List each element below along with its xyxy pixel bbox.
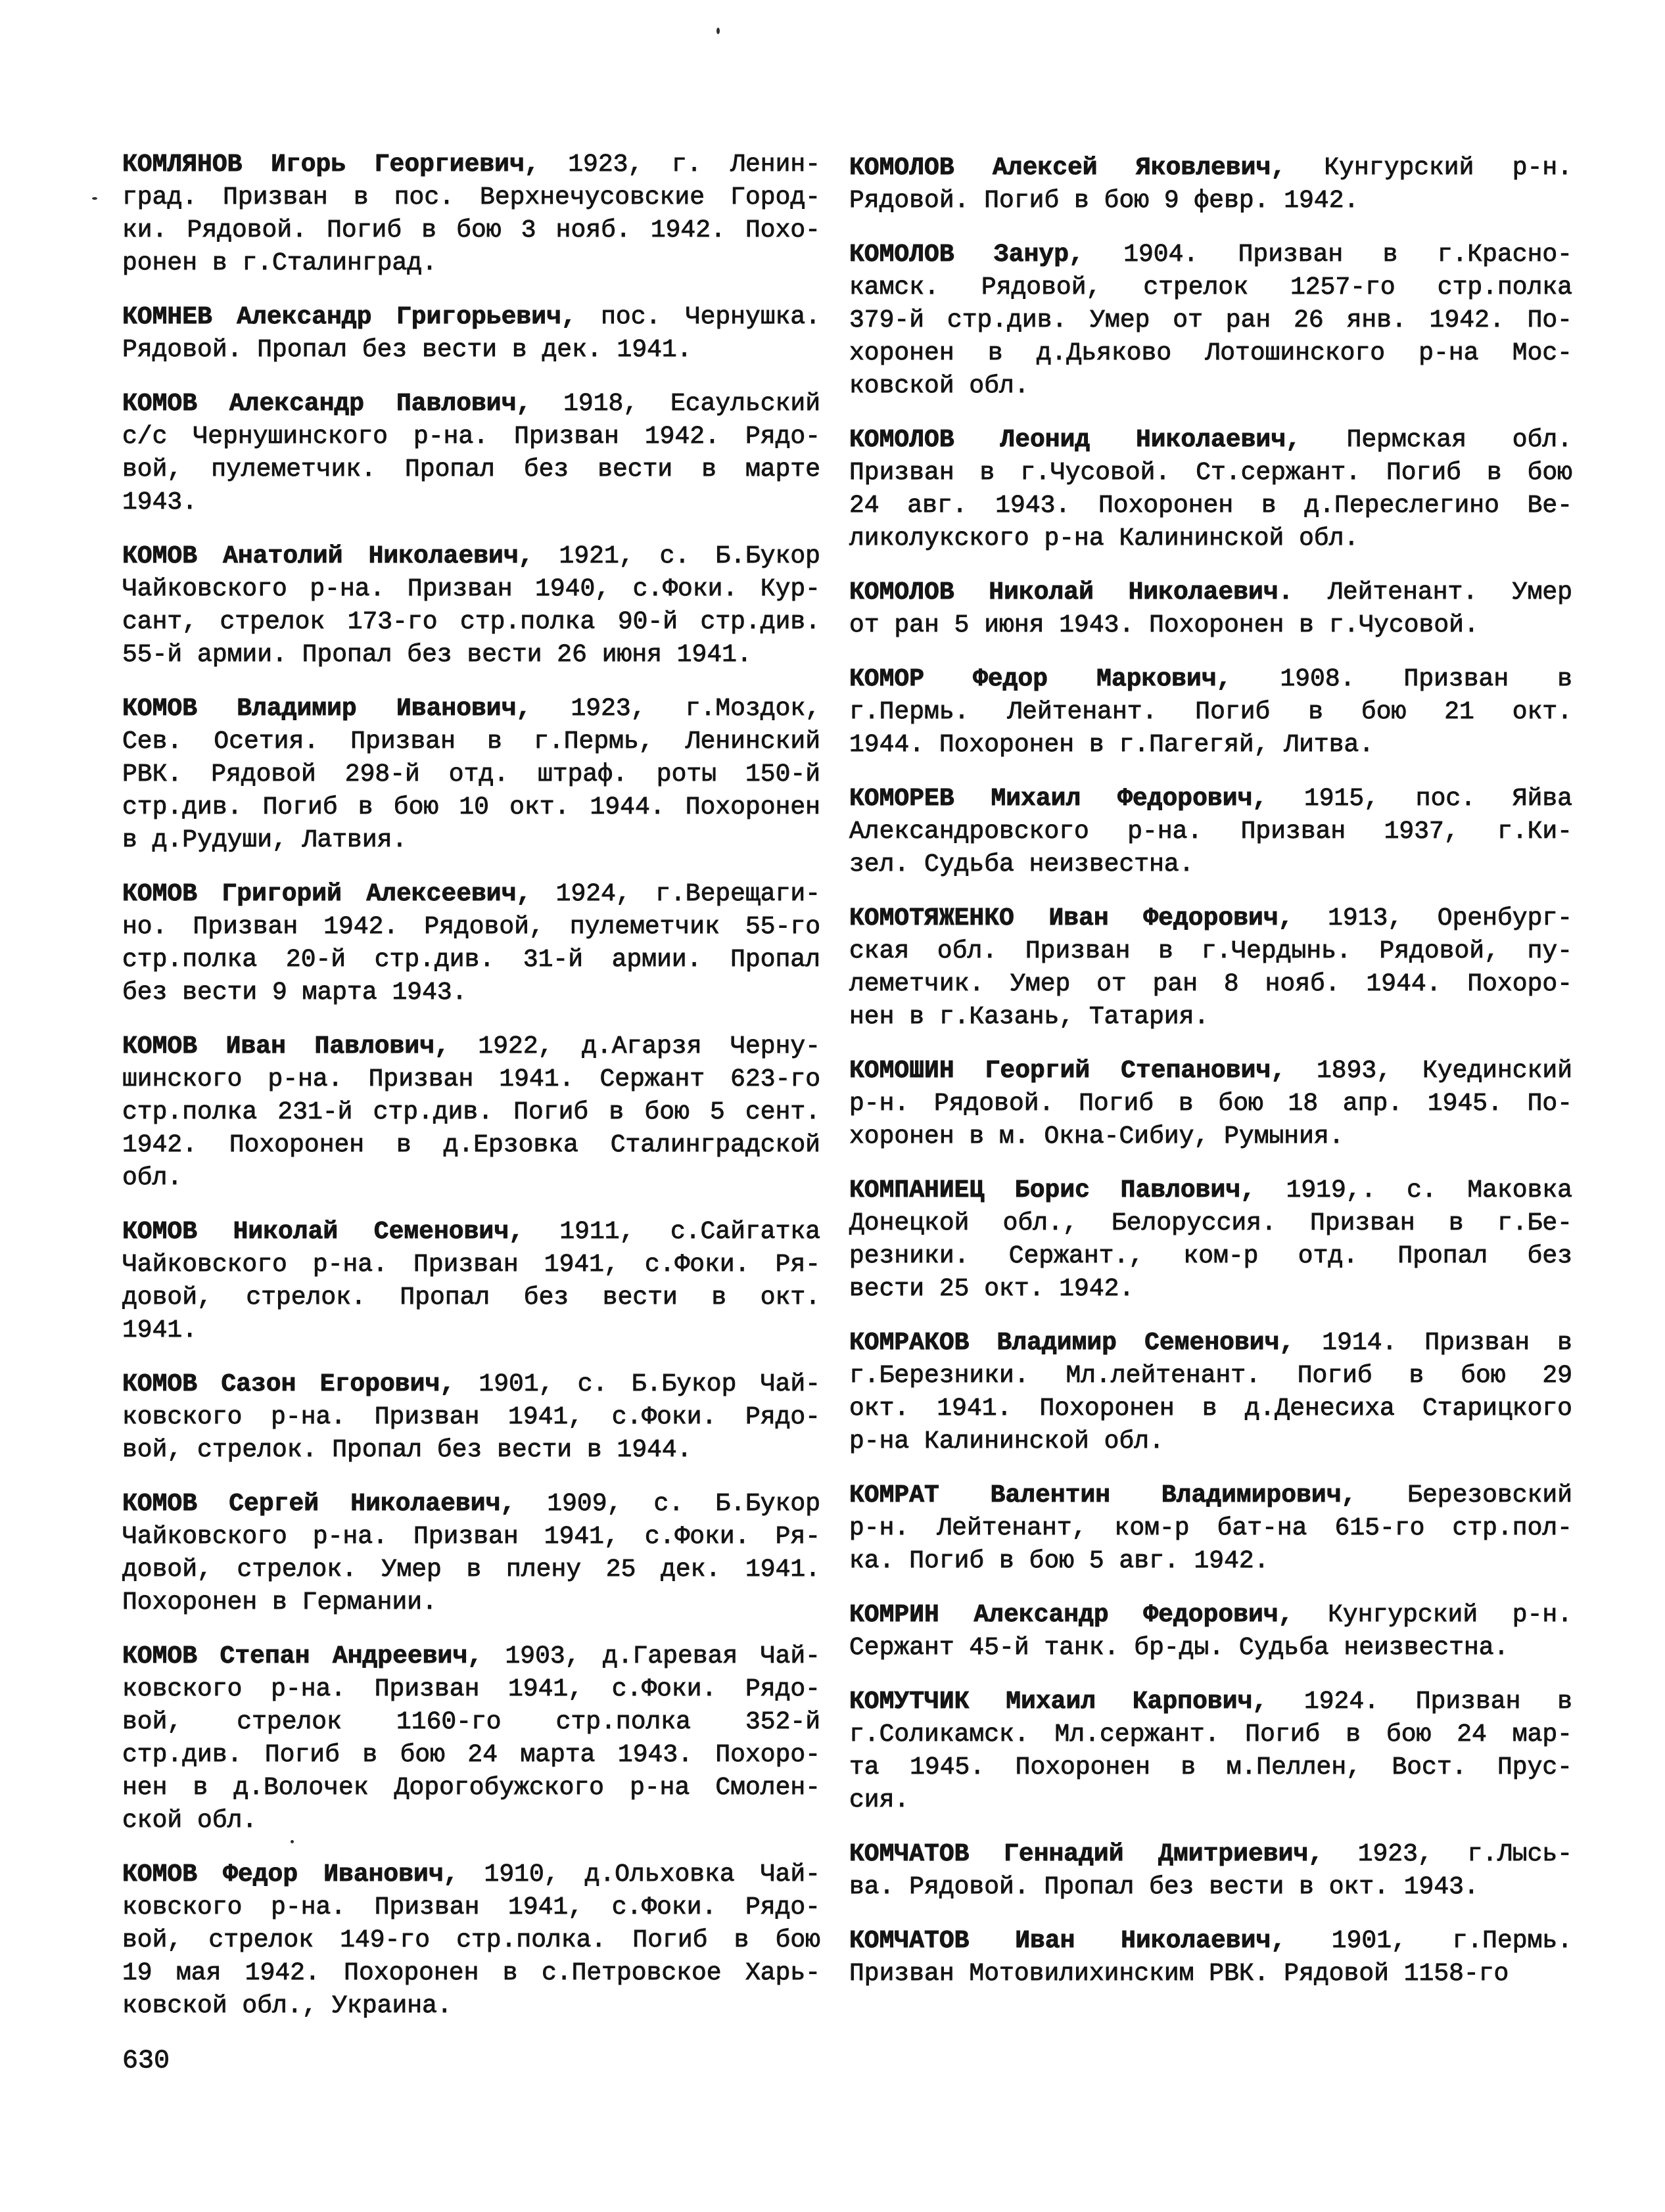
entry-line: ковского р-на. Призван 1941, с.Фоки. Рядо-: [122, 1893, 820, 1922]
entry-line: камск. Рядовой, стрелок 1257-го стр.полка: [849, 273, 1572, 302]
entry-line: Похоронен в Германии.: [122, 1588, 437, 1617]
entry-line: р-на Калининской обл.: [849, 1427, 1164, 1456]
entry-line: КОМЧАТОВ Иван Николаевич, 1901, г.Пермь.: [849, 1927, 1572, 1955]
entry-line: 1942. Похоронен в д.Ерзовка Сталинградской: [122, 1131, 820, 1159]
entry-line: КОМОР Федор Маркович, 1908. Призван в: [849, 665, 1572, 693]
entry-line: 1944. Похоронен в г.Пагегяй, Литва.: [849, 731, 1374, 759]
person-name: КОМОВ Сазон Егорович,: [122, 1370, 456, 1398]
entry-line: стр.див. Погиб в бою 10 окт. 1944. Похоронен: [122, 793, 820, 821]
entry-line: г.Березники. Мл.лейтенант. Погиб в бою 29: [849, 1362, 1572, 1390]
scan-speck: [716, 28, 720, 34]
entry-line: Чайковского р-на. Призван 1940, с.Фоки. Кур-: [122, 575, 820, 603]
memorial-entry: [849, 1838, 1572, 1904]
scan-speck: [291, 1840, 294, 1843]
person-name: КОМЛЯНОВ Игорь Георгиевич,: [122, 150, 540, 179]
person-name: КОМОВ Иван Павлович,: [122, 1032, 450, 1061]
entry-line: с/с Чернушинского р-на. Призван 1942. Рядо-: [122, 423, 820, 451]
entry-line: ской обл.: [122, 1807, 258, 1835]
entry-line: КОМОЛОВ Алексей Яковлевич, Кунгурский р-н.: [849, 154, 1572, 182]
entry-line: от ран 5 июня 1943. Похоронен в г.Чусовой.: [849, 611, 1479, 639]
memorial-entry: [122, 878, 820, 1009]
memorial-entry: [122, 1488, 820, 1619]
entry-line: Рядовой. Погиб в бою 9 февр. 1942.: [849, 187, 1359, 215]
person-name: КОМРАТ Валентин Владимирович,: [849, 1481, 1357, 1509]
memorial-entry: [122, 540, 820, 672]
entry-line: ковской обл., Украина.: [122, 1992, 452, 2020]
memorial-entry: [849, 1686, 1572, 1817]
entry-line: Рядовой. Пропал без вести в дек. 1941.: [122, 336, 692, 364]
person-name: КОМЧАТОВ Иван Николаевич,: [849, 1927, 1286, 1955]
person-name: КОМОВ Степан Андреевич,: [122, 1642, 482, 1671]
entry-line: КОМРИН Александр Федорович, Кунгурский р-н.: [849, 1601, 1572, 1629]
person-name: КОМОВ Анатолий Николаевич,: [122, 542, 534, 570]
entry-line: Сержант 45-й танк. бр-ды. Судьба неизвестна.: [849, 1634, 1509, 1662]
memorial-entry: [122, 1858, 820, 2023]
entry-line: ронен в г.Сталинград.: [122, 249, 437, 277]
entry-line: хоронен в д.Дьяково Лотошинского р-на Мос-: [849, 339, 1572, 367]
entry-line: р-н. Рядовой. Погиб в бою 18 апр. 1945. По-: [849, 1090, 1572, 1118]
entry-line: КОМОВ Владимир Иванович, 1923, г.Моздок,: [122, 695, 820, 723]
entry-line: 1941.: [122, 1316, 198, 1345]
entry-line: нен в г.Казань, Татария.: [849, 1003, 1209, 1031]
entry-line: КОМУТЧИК Михаил Карпович, 1924. Призван в: [849, 1688, 1573, 1716]
entry-line: КОМОВ Степан Андреевич, 1903, д.Гаревая Чай-: [122, 1642, 820, 1671]
entry-line: обл.: [122, 1164, 183, 1192]
entry-line: г.Соликамск. Мл.сержант. Погиб в бою 24 мар-: [849, 1720, 1572, 1749]
entry-line: КОМОВ Николай Семенович, 1911, с.Сайгатка: [122, 1218, 820, 1246]
memorial-entry: [849, 576, 1572, 642]
entry-line: ликолукского р-на Калининской обл.: [849, 524, 1359, 553]
person-name: КОМРАКОВ Владимир Семенович,: [849, 1329, 1295, 1357]
person-name: КОМРИН Александр Федорович,: [849, 1601, 1294, 1629]
entry-line: 24 авг. 1943. Похоронен в д.Переслегино Ве-: [849, 492, 1572, 520]
entry-line: КОМОВ Иван Павлович, 1922, д.Агарзя Черну-: [122, 1032, 821, 1061]
entry-line: ковского р-на. Призван 1941, с.Фоки. Рядо-: [122, 1403, 820, 1431]
entry-line: КОМНЕВ Александр Григорьевич, пос. Чернушка.: [122, 303, 820, 331]
entry-line: КОМОВ Сергей Николаевич, 1909, с. Б.Букор: [122, 1490, 820, 1518]
entry-line: Александровского р-на. Призван 1937, г.Ки-: [849, 818, 1572, 846]
entry-line: Чайковского р-на. Призван 1941, с.Фоки. Ря-: [122, 1523, 820, 1551]
memorial-entry: [849, 663, 1572, 762]
entry-line: нен в д.Волочек Дорогобужского р-на Смолен-: [122, 1774, 820, 1802]
entry-line: стр.див. Погиб в бою 24 марта 1943. Похоро-: [122, 1741, 820, 1769]
memorial-entry: [849, 902, 1572, 1034]
entry-line: КОМОЛОВ Николай Николаевич. Лейтенант. Умер: [849, 578, 1572, 607]
memorial-entry: [849, 783, 1572, 881]
person-name: КОМОВ Николай Семенович,: [122, 1218, 524, 1246]
entry-line: ковского р-на. Призван 1941, с.Фоки. Рядо-: [122, 1675, 820, 1703]
entry-line: КОМПАНИЕЦ Борис Павлович, 1919,. с. Маковка: [849, 1176, 1573, 1205]
memorial-entry: [122, 301, 820, 367]
person-name: КОМОЛОВ Николай Николаевич.: [849, 578, 1294, 607]
entry-line: хоронен в м. Окна-Сибиу, Румыния.: [849, 1122, 1344, 1151]
entry-line: вой, стрелок 149-го стр.полка. Погиб в бою: [122, 1926, 820, 1954]
memorial-entry: [849, 1925, 1572, 1991]
entry-line: КОМРАКОВ Владимир Семенович, 1914. Призван в: [849, 1329, 1572, 1357]
entry-line: леметчик. Умер от ран 8 нояб. 1944. Похоро-: [849, 970, 1572, 998]
entry-line: Призван Мотовилихинским РВК. Рядовой 1158-го: [849, 1960, 1509, 1988]
person-name: КОМОВ Владимир Иванович,: [122, 695, 532, 723]
entry-line: вести 25 окт. 1942.: [849, 1275, 1135, 1303]
memorial-entry: [122, 149, 820, 280]
memorial-entry: [122, 1216, 820, 1347]
entry-line: КОМОВ Григорий Алексеевич, 1924, г.Верещаги-: [122, 880, 820, 908]
entry-line: РВК. Рядовой 298-й отд. штраф. роты 150-й: [122, 760, 820, 789]
entry-line: но. Призван 1942. Рядовой, пулеметчик 55-го: [122, 913, 820, 941]
memorial-entry: [122, 1368, 820, 1467]
person-name: КОМУТЧИК Михаил Карпович,: [849, 1688, 1268, 1716]
entry-line: Сев. Осетия. Призван в г.Пермь, Ленинский: [122, 727, 820, 756]
entry-line: та 1945. Похоронен в м.Пеллен, Вост. Прус-: [849, 1753, 1572, 1782]
entry-line: стр.полка 231-й стр.див. Погиб в бою 5 сент.: [122, 1098, 820, 1126]
person-name: КОМОЛОВ Алексей Яковлевич,: [849, 154, 1286, 182]
memorial-entry: [849, 1479, 1572, 1578]
memorial-entry: [122, 1030, 820, 1195]
entry-line: 1943.: [122, 488, 198, 517]
memorial-entry: [849, 424, 1572, 555]
entry-line: вой, стрелок 1160-го стр.полка 352-й: [122, 1708, 820, 1736]
person-name: КОМОРЕВ Михаил Федорович,: [849, 785, 1268, 813]
person-name: КОМОВ Сергей Николаевич,: [122, 1490, 516, 1518]
person-name: КОМОШИН Георгий Степанович,: [849, 1057, 1286, 1085]
person-name: КОМЧАТОВ Геннадий Дмитриевич,: [849, 1840, 1324, 1868]
scan-speck: [92, 197, 97, 200]
entry-line: вой, стрелок. Пропал без вести в 1944.: [122, 1436, 692, 1464]
memorial-entry: [849, 152, 1572, 218]
entry-line: 55-й армии. Пропал без вести 26 июня 1941.: [122, 641, 752, 669]
memorial-entry: [849, 1599, 1572, 1665]
entry-line: вой, пулеметчик. Пропал без вести в марте: [122, 455, 820, 484]
memorial-entry: [849, 1174, 1572, 1306]
entry-line: Чайковского р-на. Призван 1941, с.Фоки. Ря-: [122, 1251, 820, 1279]
entry-line: КОМЧАТОВ Геннадий Дмитриевич, 1923, г.Лысь-: [849, 1840, 1572, 1868]
person-name: КОМОЛОВ Леонид Николаевич,: [849, 426, 1301, 454]
memorial-entry: [122, 693, 820, 857]
entry-line: ская обл. Призван в г.Чердынь. Рядовой, пу-: [849, 937, 1572, 965]
entry-line: КОМОЛОВ Леонид Николаевич, Пермская обл.: [849, 426, 1572, 454]
entry-line: град. Призван в пос. Верхнечусовские Город-: [122, 183, 820, 212]
person-name: КОМОВ Григорий Алексеевич,: [122, 880, 532, 908]
entry-line: стр.полка 20-й стр.див. 31-й армии. Пропал: [122, 946, 820, 974]
entry-line: ки. Рядовой. Погиб в бою 3 нояб. 1942. Похо-: [122, 216, 820, 244]
entry-line: КОМОРЕВ Михаил Федорович, 1915, пос. Яйва: [849, 785, 1573, 813]
entry-line: г.Пермь. Лейтенант. Погиб в бою 21 окт.: [849, 698, 1572, 726]
memorial-column-left: [122, 149, 820, 2044]
entry-line: ковской обл.: [849, 372, 1029, 400]
memorial-entry: [849, 239, 1572, 403]
entry-line: в д.Рудуши, Латвия.: [122, 826, 408, 854]
entry-line: КОМОЛОВ Занур, 1904. Призван в г.Красно-: [849, 241, 1572, 269]
memorial-entry: [849, 1327, 1572, 1458]
entry-line: без вести 9 марта 1943.: [122, 979, 467, 1007]
entry-line: ка. Погиб в бою 5 авг. 1942.: [849, 1547, 1269, 1575]
entry-line: довой, стрелок. Умер в плену 25 дек. 1941.: [122, 1555, 820, 1584]
person-name: КОМНЕВ Александр Григорьевич,: [122, 303, 576, 331]
entry-line: 379-й стр.див. Умер от ран 26 янв. 1942. По-: [849, 306, 1572, 334]
entry-line: довой, стрелок. Пропал без вести в окт.: [122, 1283, 820, 1312]
person-name: КОМОВ Федор Иванович,: [122, 1860, 459, 1889]
entry-line: Донецкой обл., Белоруссия. Призван в г.Бе-: [849, 1209, 1572, 1237]
person-name: КОМОВ Александр Павлович,: [122, 390, 532, 418]
entry-line: резники. Сержант., ком-р отд. Пропал без: [849, 1242, 1572, 1270]
memorial-entry: [122, 388, 820, 519]
entry-line: КОМРАТ Валентин Владимирович, Березовский: [849, 1481, 1572, 1509]
person-name: КОМОР Федор Маркович,: [849, 665, 1232, 693]
person-name: КОМПАНИЕЦ Борис Павлович,: [849, 1176, 1255, 1205]
entry-line: р-н. Лейтенант, ком-р бат-на 615-го стр.пол-: [849, 1514, 1572, 1542]
entry-line: КОМОТЯЖЕНКО Иван Федорович, 1913, Оренбург-: [849, 904, 1572, 933]
entry-line: КОМЛЯНОВ Игорь Георгиевич, 1923, г. Ленин-: [122, 150, 820, 179]
memorial-column-right: [849, 152, 1572, 2012]
entry-line: 19 мая 1942. Похоронен в с.Петровское Харь-: [122, 1959, 820, 1987]
entry-line: КОМОВ Александр Павлович, 1918, Есаульский: [122, 390, 820, 418]
entry-line: ва. Рядовой. Пропал без вести в окт. 1943.: [849, 1873, 1479, 1901]
memorial-entry: [122, 1640, 820, 1837]
page-number: 630: [122, 2046, 170, 2076]
entry-line: окт. 1941. Похоронен в д.Денесиха Старицкого: [849, 1394, 1572, 1423]
entry-line: Призван в г.Чусовой. Ст.сержант. Погиб в бою: [849, 459, 1572, 487]
entry-line: КОМОВ Сазон Егорович, 1901, с. Б.Букор Чай-: [122, 1370, 820, 1398]
person-name: КОМОТЯЖЕНКО Иван Федорович,: [849, 904, 1294, 933]
entry-line: сия.: [849, 1786, 910, 1814]
entry-line: КОМОВ Анатолий Николаевич, 1921, с. Б.Букор: [122, 542, 820, 570]
entry-line: шинского р-на. Призван 1941. Сержант 623-го: [122, 1065, 820, 1094]
entry-line: КОМОШИН Георгий Степанович, 1893, Куединский: [849, 1057, 1572, 1085]
entry-line: сант, стрелок 173-го стр.полка 90-й стр.див.: [122, 608, 820, 636]
memorial-entry: [849, 1055, 1572, 1153]
entry-line: зел. Судьба неизвестна.: [849, 850, 1194, 879]
entry-line: КОМОВ Федор Иванович, 1910, д.Ольховка Чай-: [122, 1860, 820, 1889]
person-name: КОМОЛОВ Занур,: [849, 241, 1084, 269]
